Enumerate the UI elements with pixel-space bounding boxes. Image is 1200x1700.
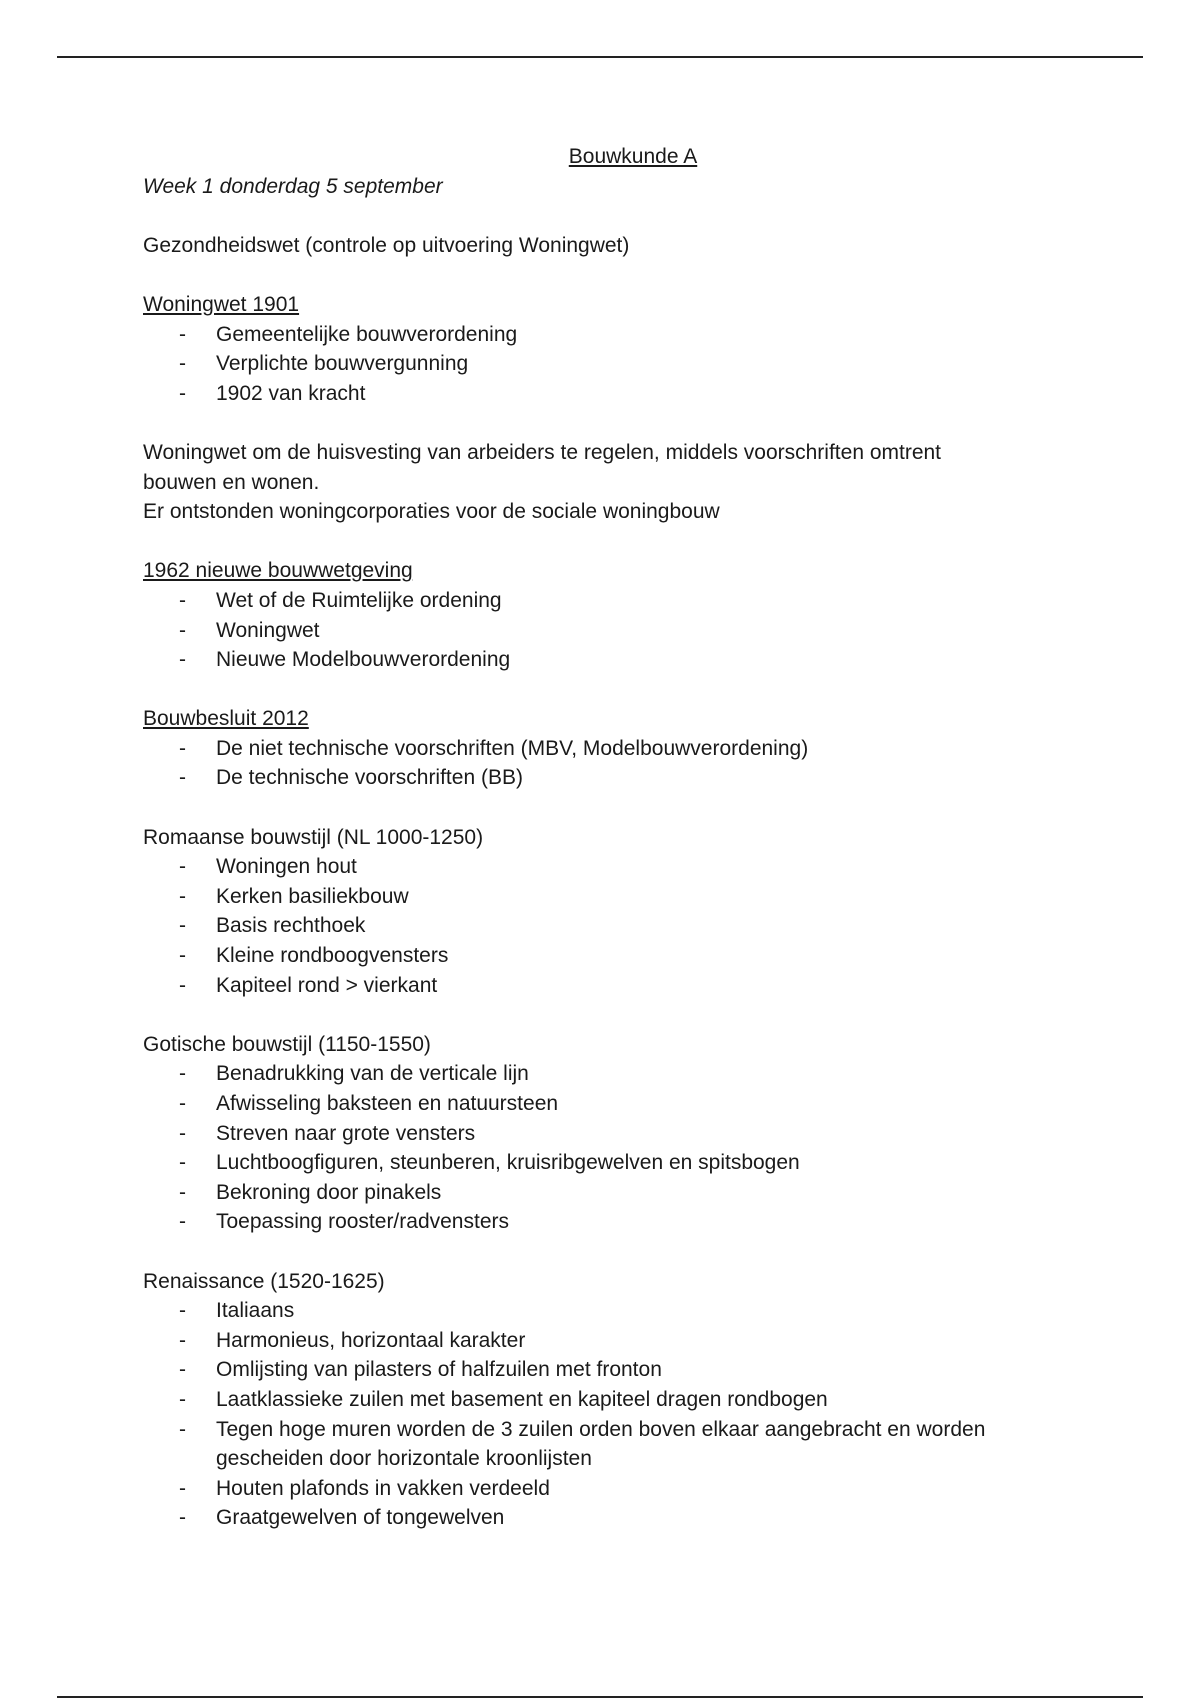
list-item: - Kerken basiliekbouw — [143, 882, 1063, 912]
list-item: - Verplichte bouwvergunning — [143, 349, 1063, 379]
list-item: - Wet of de Ruimtelijke ordening — [143, 586, 1063, 616]
list-item: - Harmonieus, horizontaal karakter — [143, 1326, 1063, 1356]
list-item: - Graatgewelven of tongewelven — [143, 1503, 1063, 1533]
list-item: - Kapiteel rond > vierkant — [143, 971, 1063, 1001]
list-bouwwet-1962 — [143, 586, 1063, 675]
document-title: Bouwkunde A — [568, 145, 698, 168]
footer-rule — [57, 1696, 1143, 1698]
list-item: - Tegen hoge muren worden de 3 zuilen orden boven elkaar aangebracht en worden gescheiden door horizontale kroonlijsten — [143, 1415, 1063, 1474]
list-item: - Toepassing rooster/radvensters — [143, 1207, 1063, 1237]
spacer — [143, 527, 1063, 557]
spacer — [143, 408, 1063, 438]
list-item: - Woningen hout — [143, 852, 1063, 882]
spacer — [143, 201, 1063, 231]
list-item: - Afwisseling baksteen en natuursteen — [143, 1089, 1063, 1119]
paragraph-line: Er ontstonden woningcorporaties voor de sociale woningbouw — [143, 500, 720, 524]
list-item: - Nieuwe Modelbouwverordening — [143, 645, 1063, 675]
list-item: - Gemeentelijke bouwverordening — [143, 320, 1063, 350]
section-heading-gotisch: Gotische bouwstijl (1150-1550) — [143, 1032, 431, 1056]
spacer — [143, 793, 1063, 823]
document-body — [143, 142, 1063, 1533]
list-woningwet — [143, 320, 1063, 409]
list-item: - Benadrukking van de verticale lijn — [143, 1059, 1063, 1089]
list-item: - Omlijsting van pilasters of halfzuilen met fronton — [143, 1355, 1063, 1385]
section-heading-renaissance: Renaissance (1520-1625) — [143, 1269, 385, 1293]
spacer — [143, 260, 1063, 290]
list-item: - Italiaans — [143, 1296, 1063, 1326]
spacer — [143, 1000, 1063, 1030]
spacer — [143, 675, 1063, 705]
list-item: - Basis rechthoek — [143, 911, 1063, 941]
section-heading-bouwbesluit: Bouwbesluit 2012 — [143, 707, 309, 731]
paragraph-line: bouwen en wonen. — [143, 470, 320, 494]
paragraph-line: Woningwet om de huisvesting van arbeiders te regelen, middels voorschriften omtrent — [143, 440, 942, 464]
list-item: - Luchtboogfiguren, steunberen, kruisribgewelven en spitsbogen — [143, 1148, 1063, 1178]
list-item: - De technische voorschriften (BB) — [143, 763, 1063, 793]
list-renaissance — [143, 1296, 1063, 1533]
list-item: - Houten plafonds in vakken verdeeld — [143, 1474, 1063, 1504]
list-bouwbesluit — [143, 734, 1063, 793]
list-item: - De niet technische voorschriften (MBV, Modelbouwverordening) — [143, 734, 1063, 764]
list-item: - Laatklassieke zuilen met basement en kapiteel dragen rondbogen — [143, 1385, 1063, 1415]
document-subtitle: Week 1 donderdag 5 september — [143, 174, 443, 198]
section-heading-romaans: Romaanse bouwstijl (NL 1000-1250) — [143, 825, 484, 849]
list-item: - Kleine rondboogvensters — [143, 941, 1063, 971]
section-heading-bouwwet-1962: 1962 nieuwe bouwwetgeving — [143, 559, 413, 583]
list-romaans — [143, 852, 1063, 1000]
list-item: - 1902 van kracht — [143, 379, 1063, 409]
section-heading-woningwet: Woningwet 1901 — [143, 292, 300, 316]
intro-text: Gezondheidswet (controle op uitvoering Woningwet) — [143, 233, 630, 257]
list-item: - Woningwet — [143, 616, 1063, 646]
list-item: - Bekroning door pinakels — [143, 1178, 1063, 1208]
list-gotisch — [143, 1059, 1063, 1237]
list-item: - Streven naar grote vensters — [143, 1119, 1063, 1149]
header-rule — [57, 56, 1143, 58]
spacer — [143, 1237, 1063, 1267]
